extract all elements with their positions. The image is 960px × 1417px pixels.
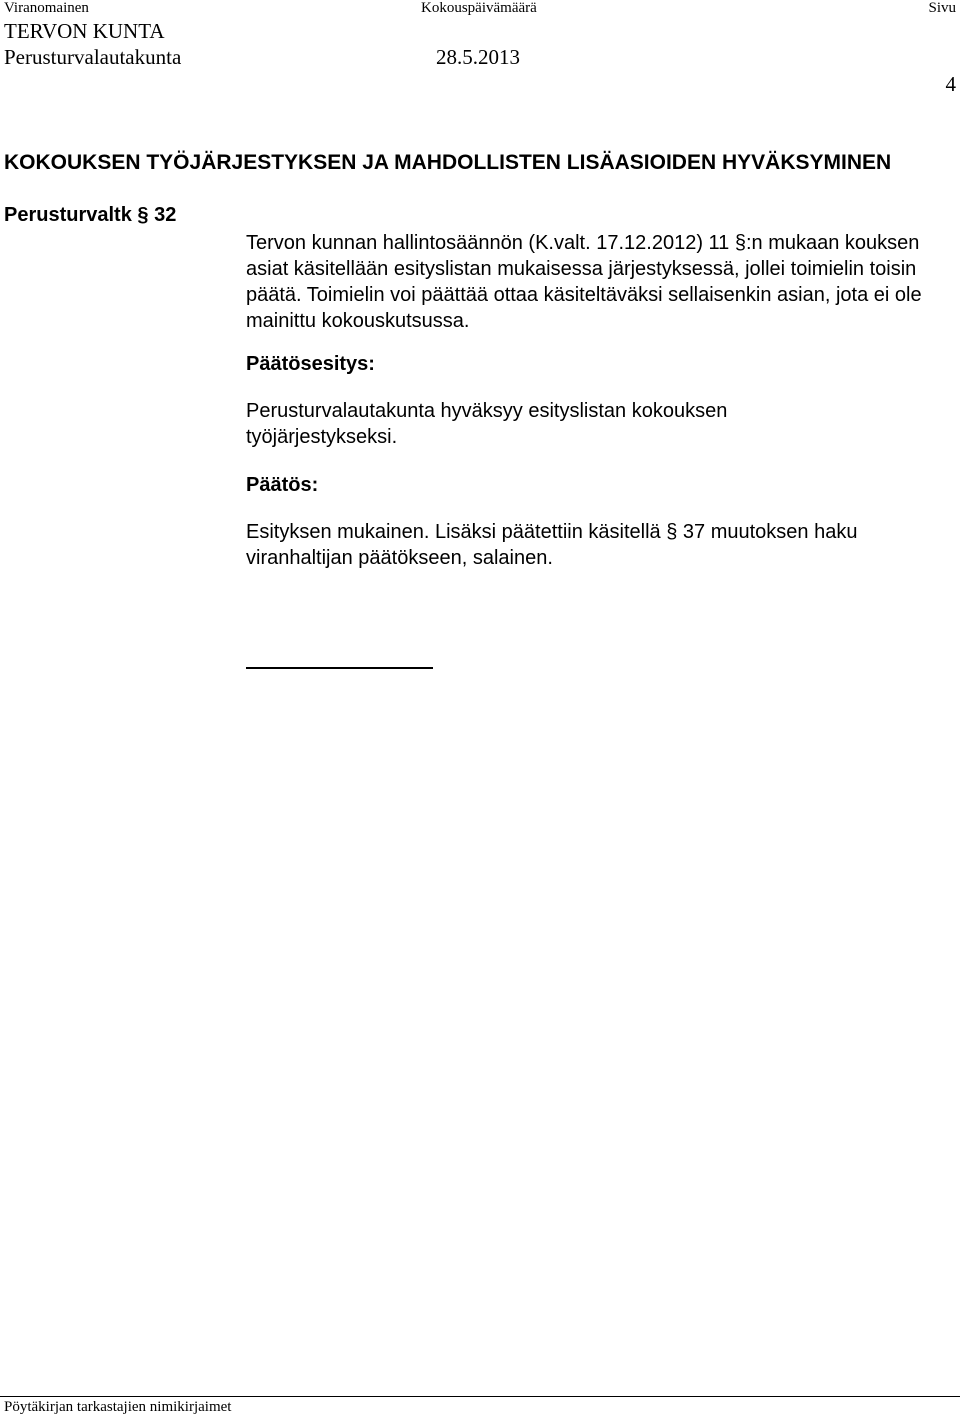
- meeting-date: 28.5.2013: [436, 45, 520, 69]
- page-number: 4: [945, 72, 956, 96]
- decision-label: Päätös:: [246, 474, 319, 496]
- header-page-label: Sivu: [928, 0, 956, 16]
- section-label: Perusturvaltk § 32: [4, 204, 177, 226]
- organization-name: TERVON KUNTA: [4, 19, 165, 43]
- signature-line: [246, 667, 433, 669]
- proposal-label: Päätösesitys:: [246, 353, 375, 375]
- proposal-text: Perusturvalautakunta hyväksyy esityslistan kokouksen työjärjestykseksi.: [246, 400, 728, 448]
- header-authority-label: Viranomainen: [4, 0, 89, 16]
- header-meeting-date-label: Kokouspäivämäärä: [421, 0, 537, 16]
- footer-signatures-label: Pöytäkirjan tarkastajien nimikirjaimet: [4, 1399, 232, 1415]
- committee-name: Perusturvalautakunta: [4, 45, 182, 69]
- agenda-item-heading: KOKOUKSEN TYÖJÄRJESTYKSEN JA MAHDOLLISTEN LISÄASIOIDEN HYVÄKSYMINEN: [4, 151, 892, 174]
- footer-divider: [0, 1396, 960, 1397]
- document-body: [246, 230, 946, 571]
- decision-text: Esityksen mukainen. Lisäksi päätettiin käsitellä § 37 muutoksen haku viranhaltijan päätökseen, salainen.: [246, 521, 858, 569]
- intro-paragraph: Tervon kunnan hallintosäännön (K.valt. 17.12.2012) 11 §:n mukaan kouksen asiat käsitellään esityslistan mukaisessa järjestyksessä, jollei toimielin toisin päätä. Toimielin voi päättää ottaa käsiteltäväksi sellaisenkin asian, jota ei ole mainittu kokouskutsussa.: [246, 232, 922, 332]
